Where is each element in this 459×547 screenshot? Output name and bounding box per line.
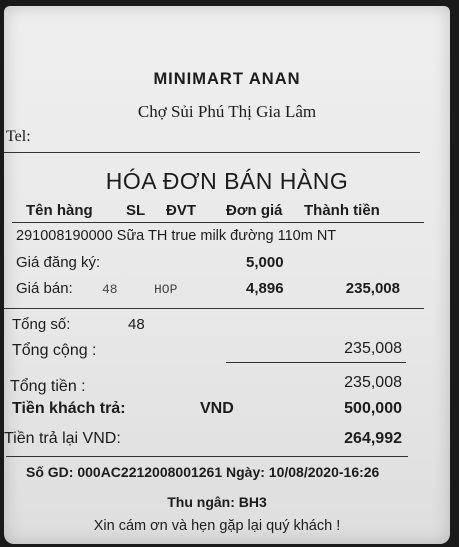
divider (12, 222, 424, 223)
total-qty: 48 (128, 316, 145, 333)
item-unit: HOP (154, 282, 178, 297)
item-line-total: 235,008 (345, 280, 400, 297)
item-name: 291008190000 Sữa TH true milk đường 110m NT (16, 228, 337, 244)
thank-you-message: Xin cám ơn và hẹn gặp lại quý khách ! (93, 518, 341, 534)
paid-amount: 500,000 (344, 400, 402, 417)
column-header-unit: ĐVT (166, 202, 196, 219)
listed-price: 5,000 (246, 254, 284, 271)
subtotal: 235,008 (344, 340, 402, 357)
paid-currency: VND (200, 400, 234, 417)
total-label: Tổng tiền : (10, 378, 86, 395)
divider (226, 362, 406, 363)
sale-price-label: Giá bán: (16, 280, 73, 297)
store-name: MINIMART ANAN (153, 70, 301, 88)
change-amount: 264,992 (344, 430, 402, 447)
item-quantity: 48 (102, 282, 118, 297)
divider (4, 152, 420, 153)
transaction-info: Số GD: 000AC2212008001261 Ngày: 10/08/2020-16:26 (26, 464, 380, 480)
total-qty-label: Tổng số: (12, 316, 71, 333)
column-header-unit-price: Đơn giá (226, 202, 283, 219)
listed-price-label: Giá đăng ký: (16, 254, 101, 271)
column-header-item: Tên hàng (26, 202, 93, 219)
change-label: Tiền trả lại VND: (4, 430, 121, 447)
subtotal-label: Tổng cộng : (12, 342, 97, 359)
tel-label: Tel: (6, 128, 31, 145)
receipt (4, 6, 450, 544)
column-header-qty: SL (126, 202, 146, 219)
divider (4, 308, 424, 309)
receipt-title: HÓA ĐƠN BÁN HÀNG (105, 168, 349, 194)
total-amount: 235,008 (344, 374, 402, 391)
item-unit-price: 4,896 (246, 280, 284, 297)
divider (6, 456, 408, 457)
column-header-line-total: Thành tiền (304, 202, 380, 219)
paid-label: Tiền khách trả: (12, 400, 126, 417)
store-address: Chợ Sủi Phú Thị Gia Lâm (137, 102, 317, 121)
cashier: Thu ngân: BH3 (167, 494, 267, 510)
